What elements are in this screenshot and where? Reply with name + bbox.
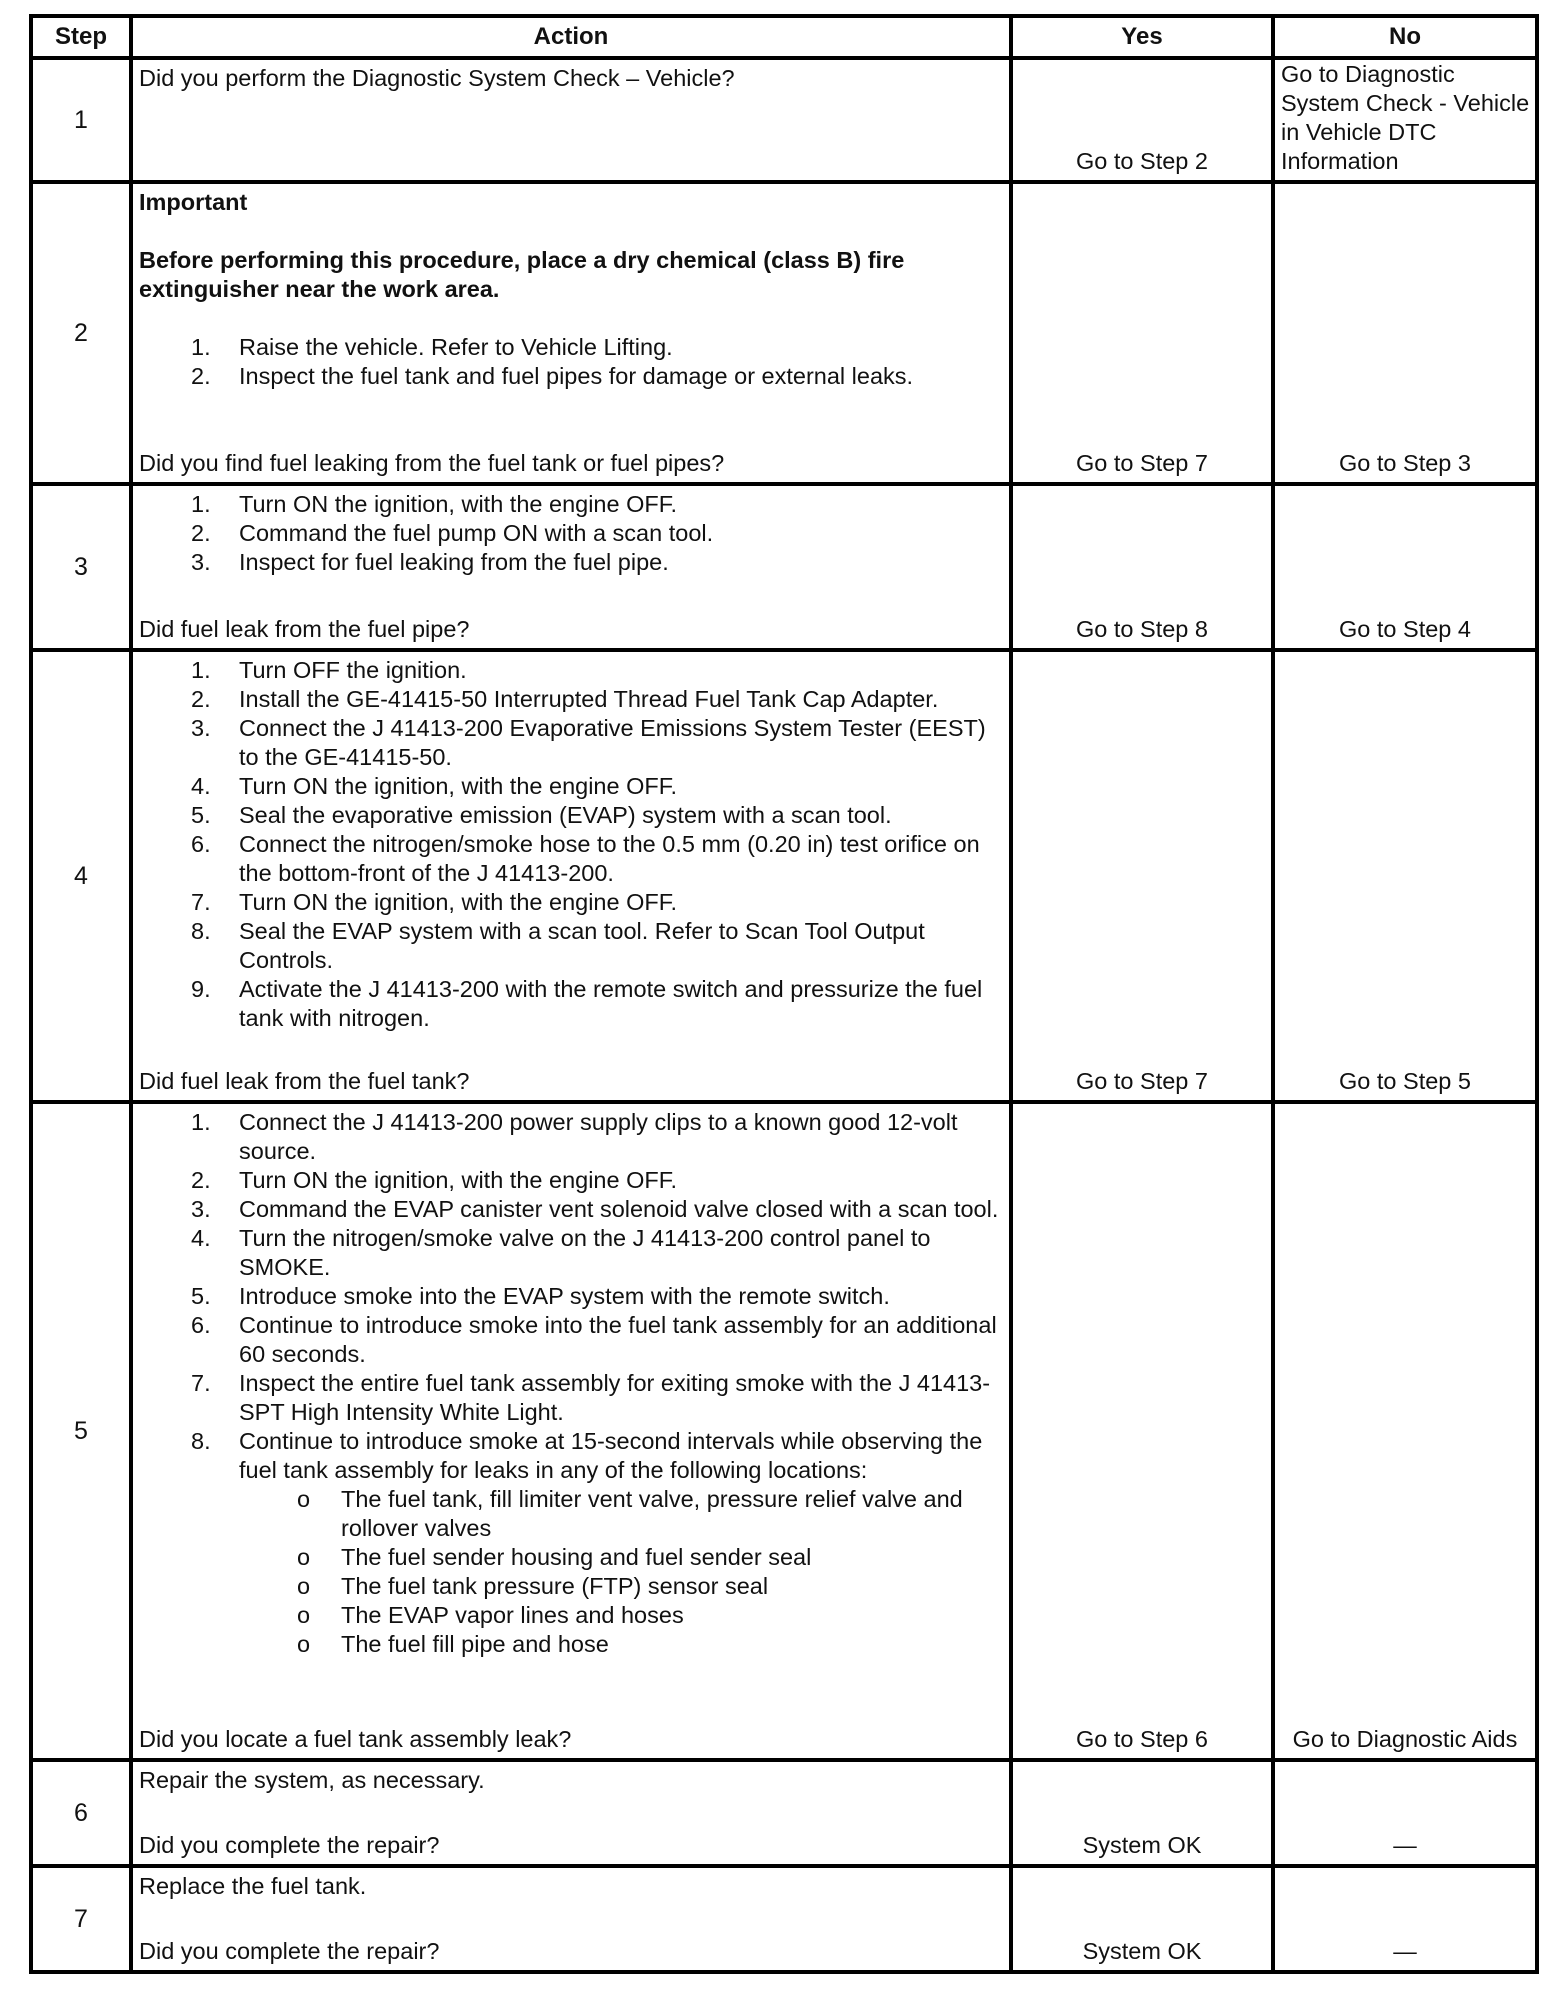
table-row [31, 1866, 1537, 1972]
step-list [139, 1108, 1001, 1659]
list-item: 5. Seal the evaporative emission (EVAP) system with a scan tool. [191, 802, 892, 828]
action-cell [131, 58, 1011, 182]
table-row [31, 484, 1537, 650]
yes-cell [1011, 650, 1273, 1102]
list-item: 3. Inspect for fuel leaking from the fuel pipe. [191, 549, 669, 575]
table-row [31, 182, 1537, 484]
question-text: Did you find fuel leaking from the fuel tank or fuel pipes? [139, 450, 725, 476]
list-item: 4. Turn ON the ignition, with the engine OFF. [191, 773, 678, 799]
no-cell [1273, 1760, 1537, 1866]
action-cell [131, 182, 1011, 484]
yes-text: Go to Step 6 [1076, 1726, 1208, 1752]
sub-list-item: o The fuel sender housing and fuel sender seal [297, 1544, 812, 1570]
table-row [31, 650, 1537, 1102]
no-cell [1273, 650, 1537, 1102]
question-text: Did you locate a fuel tank assembly leak? [139, 1726, 572, 1752]
step-number: 6 [31, 1760, 131, 1866]
no-text: Go to Step 4 [1339, 616, 1471, 642]
step-list [139, 333, 1001, 391]
header-no: No [1273, 16, 1537, 58]
action-cell [131, 1866, 1011, 1972]
header-yes: Yes [1011, 16, 1273, 58]
instruction-text: Repair the system, as necessary. [139, 1767, 485, 1793]
list-item: 4. Turn the nitrogen/smoke valve on the J 41413-200 control panel to SMOKE. [191, 1225, 931, 1280]
yes-cell [1011, 1760, 1273, 1866]
list-item: 5. Introduce smoke into the EVAP system with the remote switch. [191, 1283, 890, 1309]
list-item: 1. Connect the J 41413-200 power supply clips to a known good 12-volt source. [191, 1109, 958, 1164]
step-number: 4 [31, 650, 131, 1102]
list-item: 3. Connect the J 41413-200 Evaporative Emissions System Tester (EEST) to the GE-41415-50. [191, 715, 986, 770]
no-text: Go to Step 5 [1339, 1068, 1471, 1094]
yes-text: System OK [1082, 1832, 1202, 1858]
instruction-text: Replace the fuel tank. [139, 1873, 367, 1899]
list-item: 2. Inspect the fuel tank and fuel pipes for damage or external leaks. [191, 363, 914, 389]
yes-text: Go to Step 7 [1076, 450, 1208, 476]
yes-text: Go to Step 2 [1076, 148, 1208, 174]
no-cell [1273, 182, 1537, 484]
yes-cell [1011, 58, 1273, 182]
yes-cell [1011, 1866, 1273, 1972]
no-text: Go to Diagnostic System Check - Vehicle in Vehicle DTC Information [1281, 61, 1530, 174]
question-text: Did you complete the repair? [139, 1832, 440, 1858]
list-item: 3. Command the EVAP canister vent solenoid valve closed with a scan tool. [191, 1196, 999, 1222]
question-text: Did you perform the Diagnostic System Check – Vehicle? [139, 65, 735, 91]
no-text: Go to Step 3 [1339, 450, 1471, 476]
step-list [139, 656, 1001, 1033]
list-item: 8. Continue to introduce smoke at 15-second intervals while observing the fuel tank assembly for leaks in any of the following locations: o The fuel tank, fill limiter vent valve, pressure relief valve and rollover valves o The fuel sender housing and fuel sender seal o The fuel tank pressure (FTP) sensor seal o The EVAP vapor lines and hoses o The fuel fill pipe and hose [139, 1427, 1001, 1659]
step-number: 7 [31, 1866, 131, 1972]
sub-list-item: o The fuel tank, fill limiter vent valve, pressure relief valve and rollover valves [297, 1486, 963, 1541]
table-row [31, 1102, 1537, 1760]
step-list [139, 490, 1001, 577]
no-cell [1273, 484, 1537, 650]
important-heading: Important [139, 189, 248, 215]
list-item: 1. Turn OFF the ignition. [191, 657, 467, 683]
step-number: 2 [31, 182, 131, 484]
header-action: Action [131, 16, 1011, 58]
list-item: 6. Continue to introduce smoke into the fuel tank assembly for an additional 60 seconds. [191, 1312, 997, 1367]
header-step: Step [31, 16, 131, 58]
sub-list-item: o The fuel fill pipe and hose [297, 1631, 609, 1657]
list-item: 2. Install the GE-41415-50 Interrupted Thread Fuel Tank Cap Adapter. [191, 686, 939, 712]
yes-cell [1011, 182, 1273, 484]
question-text: Did you complete the repair? [139, 1938, 440, 1964]
action-cell [131, 650, 1011, 1102]
no-text: Go to Diagnostic Aids [1292, 1726, 1518, 1752]
yes-text: System OK [1082, 1938, 1202, 1964]
no-cell [1273, 58, 1537, 182]
yes-text: Go to Step 8 [1076, 616, 1208, 642]
step-number: 5 [31, 1102, 131, 1760]
no-text: — [1393, 1832, 1417, 1858]
yes-cell [1011, 1102, 1273, 1760]
sub-list-item: o The EVAP vapor lines and hoses [297, 1602, 684, 1628]
list-item: 1. Raise the vehicle. Refer to Vehicle Lifting. [191, 334, 673, 360]
list-item: 7. Turn ON the ignition, with the engine OFF. [191, 889, 678, 915]
question-text: Did fuel leak from the fuel tank? [139, 1068, 470, 1094]
step-number: 1 [31, 58, 131, 182]
action-cell [131, 1102, 1011, 1760]
yes-cell [1011, 484, 1273, 650]
action-cell [131, 1760, 1011, 1866]
no-text: — [1393, 1938, 1417, 1964]
yes-text: Go to Step 7 [1076, 1068, 1208, 1094]
warning-text: Before performing this procedure, place a dry chemical (class B) fire extinguisher near the work area. [139, 247, 905, 302]
list-item: 6. Connect the nitrogen/smoke hose to the 0.5 mm (0.20 in) test orifice on the bottom-front of the J 41413-200. [191, 831, 980, 886]
list-item: 9. Activate the J 41413-200 with the remote switch and pressurize the fuel tank with nitrogen. [191, 976, 983, 1031]
list-item: 2. Command the fuel pump ON with a scan tool. [191, 520, 714, 546]
sub-list [239, 1485, 1001, 1659]
header-row [31, 16, 1537, 58]
diagnostic-table [29, 14, 1539, 1974]
table-row [31, 58, 1537, 182]
no-cell [1273, 1102, 1537, 1760]
table-row [31, 1760, 1537, 1866]
list-item: 1. Turn ON the ignition, with the engine OFF. [191, 491, 678, 517]
no-cell [1273, 1866, 1537, 1972]
list-item: 2. Turn ON the ignition, with the engine OFF. [191, 1167, 678, 1193]
step-number: 3 [31, 484, 131, 650]
action-cell [131, 484, 1011, 650]
sub-list-item: o The fuel tank pressure (FTP) sensor seal [297, 1573, 769, 1599]
question-text: Did fuel leak from the fuel pipe? [139, 616, 470, 642]
list-item: 7. Inspect the entire fuel tank assembly for exiting smoke with the J 41413-SPT High Intensity White Light. [191, 1370, 991, 1425]
list-item: 8. Seal the EVAP system with a scan tool. Refer to Scan Tool Output Controls. [191, 918, 925, 973]
